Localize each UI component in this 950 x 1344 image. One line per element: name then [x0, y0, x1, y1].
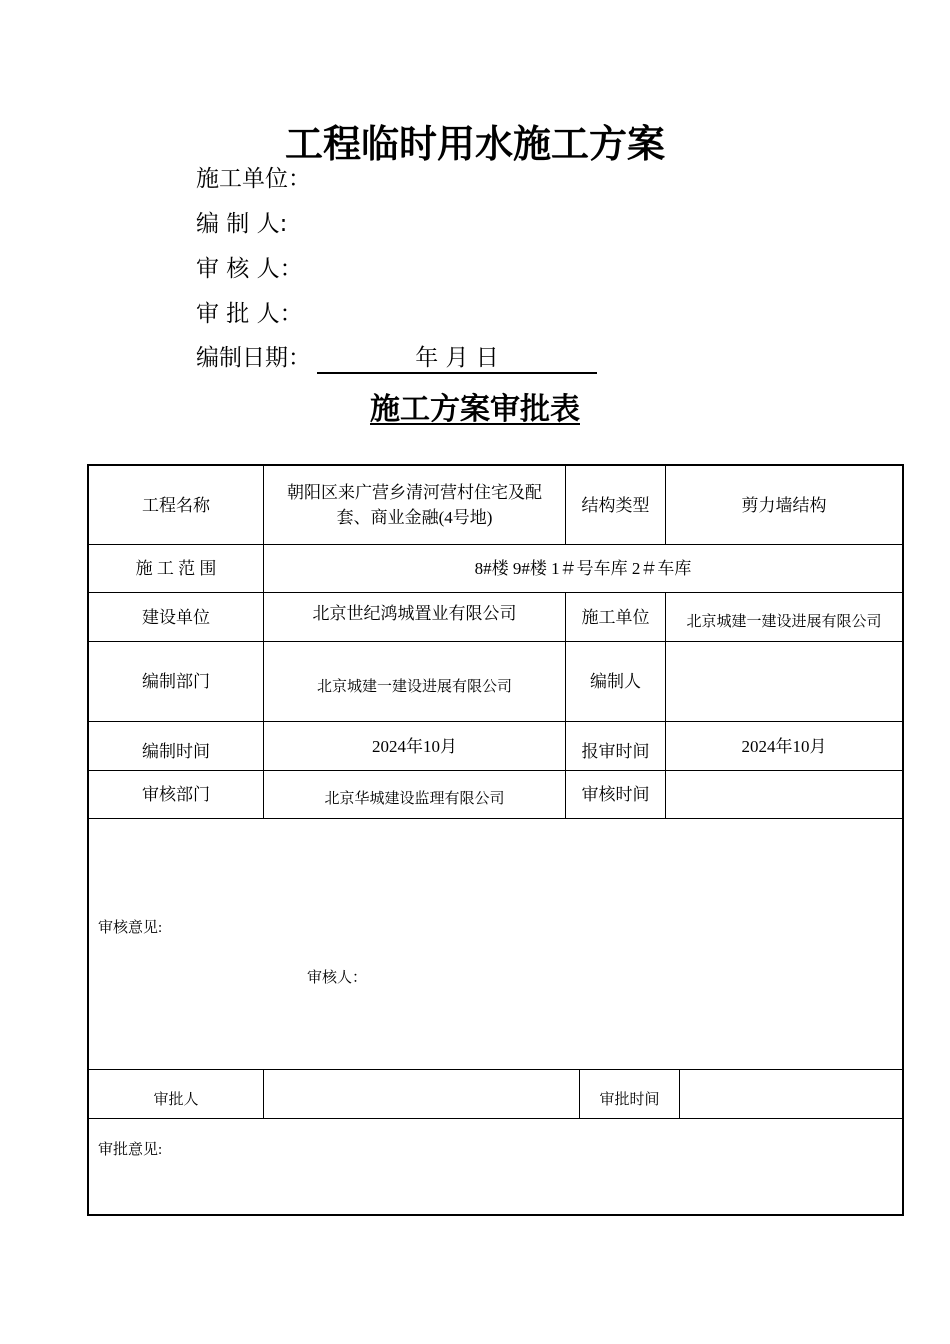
reviewer-sign-label: 审核人： — [307, 970, 368, 986]
compile-dept-value: 北京城建一建设进展有限公司 — [316, 678, 512, 695]
meta-compiler: 编 制 人: — [196, 211, 288, 237]
meta-reviewer: 审 核 人： — [196, 256, 303, 282]
contractor-value: 北京城建一建设进展有限公司 — [686, 613, 882, 630]
compile-time-label: 编制时间 — [142, 741, 210, 761]
approve-time-label: 审批时间 — [599, 1091, 660, 1108]
approve-time-value — [680, 1070, 902, 1118]
structure-type-label: 结构类型 — [581, 495, 650, 515]
meta-approver: 审 批 人： — [196, 301, 303, 327]
review-time-value — [666, 771, 902, 818]
table-title-text: 施工方案审批表 — [370, 392, 580, 427]
review-dept-label: 审核部门 — [142, 785, 210, 804]
compile-dept-label: 编制部门 — [142, 672, 210, 691]
review-opinion-label: 审核意见: — [98, 920, 163, 936]
submit-time-label: 报审时间 — [581, 741, 650, 761]
structure-type-value: 剪力墙结构 — [741, 495, 827, 515]
meta-date-value: 年 月 日 — [317, 344, 597, 374]
approver-value — [264, 1070, 579, 1118]
compiler-value — [666, 642, 902, 721]
approver-label: 审批人 — [153, 1091, 199, 1108]
contractor-label: 施工单位 — [581, 607, 650, 627]
scope-value: 8#楼 9#楼 1＃号车库 2＃车库 — [474, 559, 692, 578]
meta-date — [196, 343, 597, 374]
developer-value: 北京世纪鸿城置业有限公司 — [312, 603, 517, 623]
review-time-label: 审核时间 — [581, 785, 650, 804]
compile-time-value: 2024年10月 — [372, 736, 457, 756]
developer-label: 建设单位 — [142, 607, 210, 627]
project-name-value: 朝阳区来广营乡清河营村住宅及配套、商业金融(4号地) — [287, 483, 542, 527]
approve-opinion-label: 审批意见: — [98, 1142, 163, 1158]
scope-label: 施 工 范 围 — [135, 559, 217, 578]
compiler-label: 编制人 — [590, 672, 641, 691]
project-name-label: 工程名称 — [142, 495, 210, 515]
review-dept-value: 北京华城建设监理有限公司 — [324, 791, 505, 807]
table-title — [0, 388, 950, 432]
document-title: 工程临时用水施工方案 — [284, 122, 665, 166]
submit-time-value: 2024年10月 — [741, 736, 827, 756]
approval-table — [87, 464, 904, 1216]
meta-construction-unit: 施工单位： — [196, 166, 311, 192]
meta-date-label: 编制日期： — [196, 345, 311, 371]
